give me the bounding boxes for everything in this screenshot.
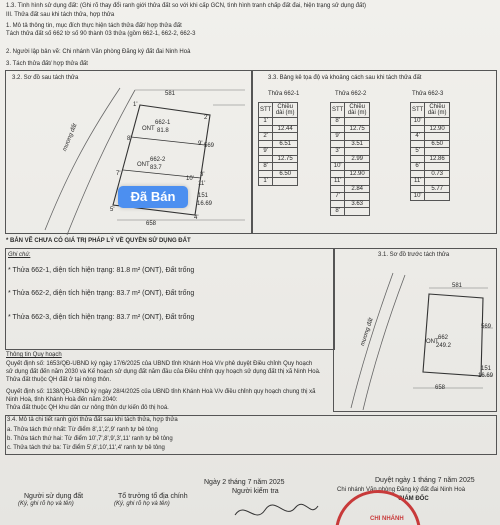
post-split-diagram xyxy=(5,70,251,235)
notes-heading: * BẢN VẼ CHƯA CÓ GIÁ TRỊ PHÁP LÝ VỀ QUYỀN SỬ DỤNG ĐẤT xyxy=(6,238,191,244)
table-662-3-title: Thửa 662-3 xyxy=(412,91,444,97)
table-cell xyxy=(259,125,273,133)
table-cell xyxy=(345,133,370,141)
table-cell: 12.90 xyxy=(425,125,450,133)
vertex-3: 3' xyxy=(200,172,205,178)
table-cell xyxy=(345,148,370,156)
table-cell xyxy=(425,118,450,126)
table-header: Chiều dài (m) xyxy=(273,103,298,118)
vertex-1: 1' xyxy=(133,102,138,108)
table-cell xyxy=(331,140,345,148)
table-cell xyxy=(273,163,298,171)
table-662-1-title: Thửa 662-1 xyxy=(268,91,300,97)
table-cell xyxy=(411,170,425,178)
vertex-8: 8' xyxy=(127,136,132,142)
table-cell xyxy=(331,185,345,193)
table-cell xyxy=(273,178,298,186)
section-34-line-1: a. Thửa tách thứ nhất: Từ điểm 8',1',2',9' ranh tự bê tông xyxy=(7,427,158,433)
table-cell xyxy=(425,148,450,156)
table-cell: 2.84 xyxy=(345,185,370,193)
vertex-9: 9' xyxy=(198,141,203,147)
table-cell: 1' xyxy=(259,178,273,186)
table-cell: 0.73 xyxy=(425,170,450,178)
vertex-4: 4' xyxy=(194,215,199,221)
section-31-title: 3.1. Sơ đồ trước tách thửa xyxy=(378,252,450,258)
label-658: 658 xyxy=(146,221,157,227)
signer-1-title: Người sử dụng đất xyxy=(24,493,84,500)
table-cell xyxy=(273,118,298,126)
table-cell xyxy=(273,133,298,141)
section-34-title: 3.4. Mô tả chi tiết ranh giới thửa đất sau khi tách thửa, hợp thửa xyxy=(7,417,178,423)
parcel-662-label: 662 xyxy=(438,335,449,341)
header-line-3: 1. Mô tả thông tin, mục đích thực hiện tách thửa đất/ hợp thửa đất xyxy=(6,23,182,29)
table-cell xyxy=(331,170,345,178)
road-label: mương đất xyxy=(62,123,79,153)
footer-right-org: Chi nhánh Văn phòng Đăng ký đất đai Ninh Hoà xyxy=(337,487,466,493)
table-cell: 11' xyxy=(331,178,345,186)
footer-right-role: GIÁM ĐỐC xyxy=(398,496,429,502)
table-cell: 2.99 xyxy=(345,155,370,163)
table-header: Chiều dài (m) xyxy=(425,103,450,118)
table-cell: 1' xyxy=(259,118,273,126)
table-cell xyxy=(425,133,450,141)
table-cell: 12.75 xyxy=(273,155,298,163)
table-cell: 4' xyxy=(411,133,425,141)
vertex-10: 10' xyxy=(186,176,194,182)
table-cell xyxy=(345,193,370,201)
table-cell xyxy=(425,163,450,171)
table-cell: 7' xyxy=(331,193,345,201)
label-151-area: 16.69 xyxy=(197,201,213,207)
table-cell xyxy=(411,125,425,133)
parcel-662-2-use: ONT xyxy=(137,162,150,168)
planning-heading: Thông tin Quy hoạch xyxy=(6,352,62,358)
note-662-2: * Thửa 662-2, diện tích hiện trạng: 83.7 m² (ONT), Đất trống xyxy=(8,290,195,297)
table-cell xyxy=(331,200,345,208)
table-cell: 2' xyxy=(259,133,273,141)
table-cell xyxy=(425,178,450,186)
header-line-1: 1.3. Tình hình sử dụng đất: (Ghi rõ thay đổi ranh giới thửa đất so với khi cấp GCN, tình hình tranh chấp đất đai, hiện trạng sử dụng đất) xyxy=(6,3,367,9)
table-cell: 3.63 xyxy=(345,200,370,208)
footer-date-left: Ngày 2 tháng 7 năm 2025 xyxy=(204,479,285,486)
table-cell: 12.90 xyxy=(345,170,370,178)
table-cell xyxy=(259,155,273,163)
header-line-4: Tách thửa đất số 662 tờ số 90 thành 03 thửa (gồm 662-1, 662-2, 662-3 xyxy=(6,31,196,37)
footer-date-right: Duyệt ngày 1 tháng 7 năm 2025 xyxy=(375,477,475,484)
table-cell: 3' xyxy=(331,148,345,156)
table-662-3 xyxy=(410,102,450,201)
table-cell xyxy=(273,148,298,156)
table-cell xyxy=(411,155,425,163)
section-34-line-2: b. Thửa tách thứ hai: Từ điểm 10',7',8',9',3',11' ranh tự bê tông xyxy=(7,436,173,442)
table-cell: 10' xyxy=(331,163,345,171)
table-cell xyxy=(411,140,425,148)
pre-split-diagram xyxy=(333,248,495,410)
planning-line-1: Quyết định số: 1653/QĐ-UBND ký ngày 17/6/2025 của UBND tỉnh Khánh Hoà V/v phê duyệt Điều chỉnh Quy hoạch xyxy=(6,361,313,367)
parcel-662-1-use: ONT xyxy=(142,126,155,132)
signature-scribble xyxy=(230,500,320,522)
table-cell: 10' xyxy=(411,193,425,201)
table-cell xyxy=(259,170,273,178)
table-cell: 5.77 xyxy=(425,185,450,193)
label-569: 569 xyxy=(481,324,492,330)
header-line-5: 2. Người lập bản vẽ: Chi nhánh Văn phòng Đăng ký đất đai Ninh Hoà xyxy=(6,49,191,55)
road-edge-left xyxy=(45,88,120,230)
table-cell xyxy=(345,118,370,126)
label-151: 151 xyxy=(481,366,492,372)
table-cell: 8' xyxy=(331,208,345,216)
table-662-1 xyxy=(258,102,298,186)
signer-3-title: Người kiểm tra xyxy=(232,488,279,495)
table-cell: 8' xyxy=(331,118,345,126)
parcel-662-2-area: 83.7 xyxy=(150,165,162,171)
table-cell: 9' xyxy=(259,148,273,156)
planning-line-5: Ninh Hoà, tỉnh Khánh Hoà đến năm 2040: xyxy=(6,397,118,403)
signer-1-note: (Ký, ghi rõ họ và tên) xyxy=(18,501,74,507)
table-cell: 6.51 xyxy=(273,140,298,148)
parcel-662-use: ONT xyxy=(426,339,439,345)
seal-text: CHI NHÁNH xyxy=(370,516,404,522)
label-569: 569 xyxy=(204,143,215,149)
section-34-line-3: c. Thửa tách thứ ba: Từ điểm 5',6',10',11',4' ranh tự bê tông xyxy=(7,445,165,451)
table-cell: 8' xyxy=(259,163,273,171)
table-cell: 5' xyxy=(411,148,425,156)
table-cell xyxy=(425,193,450,201)
table-cell: 12.44 xyxy=(273,125,298,133)
header-line-2: III. Thửa đất sau khi tách thửa, hợp thửa xyxy=(6,12,115,18)
parcel-662-1-area: 81.8 xyxy=(157,128,169,134)
note-662-1: * Thửa 662-1, diện tích hiện trạng: 81.8 m² (ONT), Đất trống xyxy=(8,267,195,274)
table-cell xyxy=(345,163,370,171)
table-662-2 xyxy=(330,102,370,216)
table-header: Chiều dài (m) xyxy=(345,103,370,118)
signer-2-title: Tổ trưởng tổ địa chính xyxy=(118,493,188,500)
label-151-area: 16.69 xyxy=(478,373,494,379)
split-line-1 xyxy=(131,137,205,145)
table-header: STT xyxy=(331,103,345,118)
table-cell xyxy=(411,185,425,193)
notes-frame xyxy=(5,248,335,350)
road-edge-left xyxy=(351,273,393,408)
signer-2-note: (Ký, ghi rõ họ và tên) xyxy=(114,501,170,507)
parcel-662-2-label: 662-2 xyxy=(150,157,166,163)
note-662-3: * Thửa 662-3, diện tích hiện trạng: 83.7 m² (ONT), Đất trống xyxy=(8,314,195,321)
vertex-2: 2' xyxy=(204,115,209,121)
section-32-title: 3.2. Sơ đồ sau tách thửa xyxy=(12,75,79,81)
table-cell: 6' xyxy=(411,163,425,171)
table-cell: 6.50 xyxy=(273,170,298,178)
vertex-7: 7' xyxy=(116,171,121,177)
planning-line-6: Thửa đất thuộc QH khu dân cư nông thôn dự kiến đô thị hoá. xyxy=(6,405,169,411)
label-658: 658 xyxy=(435,385,446,391)
planning-line-2: sử dụng đất đến năm 2030 và Kế hoạch sử dụng đất năm đầu của Điều chỉnh quy hoạch sử dụng đất thị xã Ninh Hoà. xyxy=(6,369,321,375)
table-cell xyxy=(345,208,370,216)
road-label: mương đất xyxy=(360,317,375,347)
sold-badge: Đã Bán xyxy=(118,186,188,208)
table-cell xyxy=(259,140,273,148)
lot-outline xyxy=(423,294,483,376)
planning-line-3: Thửa đất thuộc QH đất ở tại nông thôn. xyxy=(6,377,112,383)
table-cell xyxy=(331,155,345,163)
planning-line-4: Quyết định số: 1138/QĐ-UBND ký ngày 28/4/2025 của UBND tỉnh Khánh Hoà V/v điều chỉnh quy hoạch chung thị xã xyxy=(6,389,316,395)
table-cell: 11' xyxy=(411,178,425,186)
vertex-11: 11' xyxy=(198,181,206,187)
table-cell: 10' xyxy=(411,118,425,126)
table-662-2-title: Thửa 662-2 xyxy=(335,91,367,97)
section-33-title: 3.3. Bảng kê tọa độ và khoảng cách sau khi tách thửa đất xyxy=(268,75,422,81)
table-cell: 6.50 xyxy=(425,140,450,148)
vertex-5: 5' xyxy=(110,207,115,213)
table-header: STT xyxy=(259,103,273,118)
parcel-662-1-label: 662-1 xyxy=(155,120,171,126)
table-cell: 12.75 xyxy=(345,125,370,133)
table-header: STT xyxy=(411,103,425,118)
header-line-6: 3. Tách thửa đất/ hợp thửa đất xyxy=(6,61,88,67)
table-cell: 12.86 xyxy=(425,155,450,163)
notes-label: Ghi chú: xyxy=(8,252,31,258)
table-cell: 3.51 xyxy=(345,140,370,148)
parcel-662-area: 249.2 xyxy=(436,343,452,349)
label-581: 581 xyxy=(165,91,176,97)
table-cell: 9' xyxy=(331,133,345,141)
table-cell xyxy=(331,125,345,133)
table-cell xyxy=(345,178,370,186)
label-581: 581 xyxy=(452,283,463,289)
label-151: 151 xyxy=(198,193,209,199)
